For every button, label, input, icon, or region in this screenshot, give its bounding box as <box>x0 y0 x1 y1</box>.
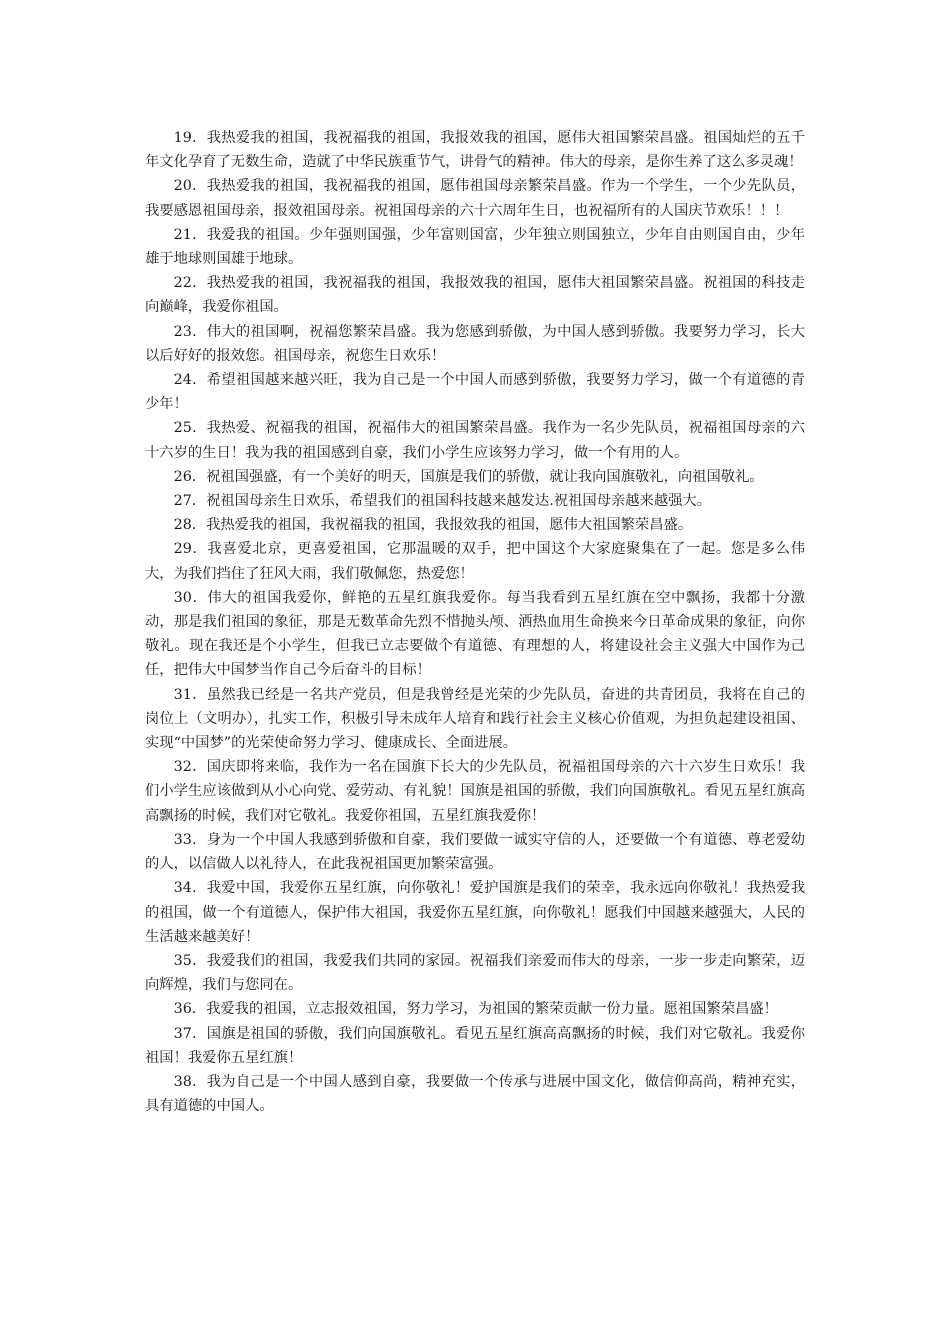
document-body <box>145 126 805 1118</box>
paragraph-28: 28．我热爱我的祖国，我祝福我的祖国，我报效我的祖国，愿伟大祖国繁荣昌盛。 <box>173 517 693 534</box>
paragraph-31: 31．虽然我已经是一名共产党员，但是我曾经是光荣的少先队员，奋进的共青团员，我将在自己的岗位上（文明办），扎实工作，积极引导未成年人培育和践行社会主义核心价值观，为担负起建设祖国、实现“中国梦”的光荣使命努力学习、健康成长、全面进展。 <box>145 686 805 752</box>
paragraph-25: 25．我热爱、祝福我的祖国，祝福伟大的祖国繁荣昌盛。我作为一名少先队员，祝福祖国母亲的六十六岁的生日！我为我的祖国感到自豪，我们小学生应该努力学习，做一个有用的人。 <box>145 420 805 461</box>
paragraph-23: 23．伟大的祖国啊，祝福您繁荣昌盛。我为您感到骄傲，为中国人感到骄傲。我要努力学习，长大以后好好的报效您。祖国母亲，祝您生日欢乐！ <box>145 323 805 364</box>
paragraph-19: 19．我热爱我的祖国，我祝福我的祖国，我报效我的祖国，愿伟大祖国繁荣昌盛。祖国灿烂的五千年文化孕育了无数生命，造就了中华民族重节气，讲骨气的精神。伟大的母亲，是你生养了这么多灵魂！ <box>145 130 805 171</box>
paragraph-20: 20．我热爱我的祖国，我祝福我的祖国，愿伟祖国母亲繁荣昌盛。作为一个学生，一个少先队员，我要感恩祖国母亲，报效祖国母亲。祝祖国母亲的六十六周年生日，也祝福所有的人国庆节欢乐！！！ <box>145 178 805 219</box>
paragraph-27: 27．祝祖国母亲生日欢乐，希望我们的祖国科技越来越发达.祝祖国母亲越来越强大。 <box>173 493 712 510</box>
paragraph-34: 34．我爱中国，我爱你五星红旗，向你敬礼！爱护国旗是我们的荣幸，我永远向你敬礼！我热爱我的祖国，做一个有道德人，保护伟大祖国，我爱你五星红旗，向你敬礼！愿我们中国越来越强大，人民的生活越来越美好！ <box>145 880 805 945</box>
paragraph-22: 22．我热爱我的祖国，我祝福我的祖国，我报效我的祖国，愿伟大祖国繁荣昌盛。祝祖国的科技走向巅峰，我爱你祖国。 <box>145 275 805 316</box>
paragraph-24: 24．希望祖国越来越兴旺，我为自己是一个中国人而感到骄傲，我要努力学习，做一个有道德的青少年！ <box>145 372 805 413</box>
paragraph-30: 30．伟大的祖国我爱你，鲜艳的五星红旗我爱你。每当我看到五星红旗在空中飘扬，我都十分激动，那是我们祖国的象征，那是无数革命先烈不惜抛头颅、洒热血用生命换来今日革命成果的象征，向你敬礼。现在我还是个小学生，但我已立志要做个有道德、有理想的人，将建设社会主义强大中国作为己任，把伟大中国梦当作自己今后奋斗的目标！ <box>145 589 805 679</box>
paragraph-35: 35．我爱我们的祖国，我爱我们共同的家园。祝福我们亲爱而伟大的母亲，一步一步走向繁荣，迈向辉煌，我们与您同在。 <box>145 952 805 994</box>
paragraph-33: 33．身为一个中国人我感到骄傲和自豪，我们要做一诚实守信的人，还要做一个有道德、尊老爱幼的人，以信做人以礼待人，在此我祝祖国更加繁荣富强。 <box>145 831 805 873</box>
paragraph-26: 26．祝祖国强盛，有一个美好的明天，国旗是我们的骄傲，就让我向国旗敬礼，向祖国敬礼。 <box>173 468 764 485</box>
paragraph-21: 21．我爱我的祖国。少年强则国强，少年富则国富，少年独立则国独立，少年自由则国自由，少年雄于地球则国雄于地球。 <box>145 226 805 268</box>
paragraph-32: 32．国庆即将来临，我作为一名在国旗下长大的少先队员，祝福祖国母亲的六十六岁生日欢乐！我们小学生应该做到从小心向党、爱劳动、有礼貌！国旗是祖国的骄傲，我们向国旗敬礼。看见五星红旗高高飘扬的时候，我们对它敬礼。我爱你祖国，五星红旗我爱你！ <box>145 759 805 824</box>
paragraph-36: 36．我爱我的祖国，立志报效祖国，努力学习，为祖国的繁荣贡献一份力量。愿祖国繁荣昌盛！ <box>173 1001 778 1018</box>
paragraph-29: 29．我喜爱北京，更喜爱祖国，它那温暖的双手，把中国这个大家庭聚集在了一起。您是多么伟大，为我们挡住了狂风大雨，我们敬佩您，热爱您！ <box>145 541 805 582</box>
paragraph-38: 38．我为自己是一个中国人感到自豪，我要做一个传承与进展中国文化，做信仰高尚，精神充实，具有道德的中国人。 <box>145 1073 805 1115</box>
paragraph-37: 37．国旗是祖国的骄傲，我们向国旗敬礼。看见五星红旗高高飘扬的时候，我们对它敬礼。我爱你祖国！我爱你五星红旗！ <box>145 1025 805 1066</box>
